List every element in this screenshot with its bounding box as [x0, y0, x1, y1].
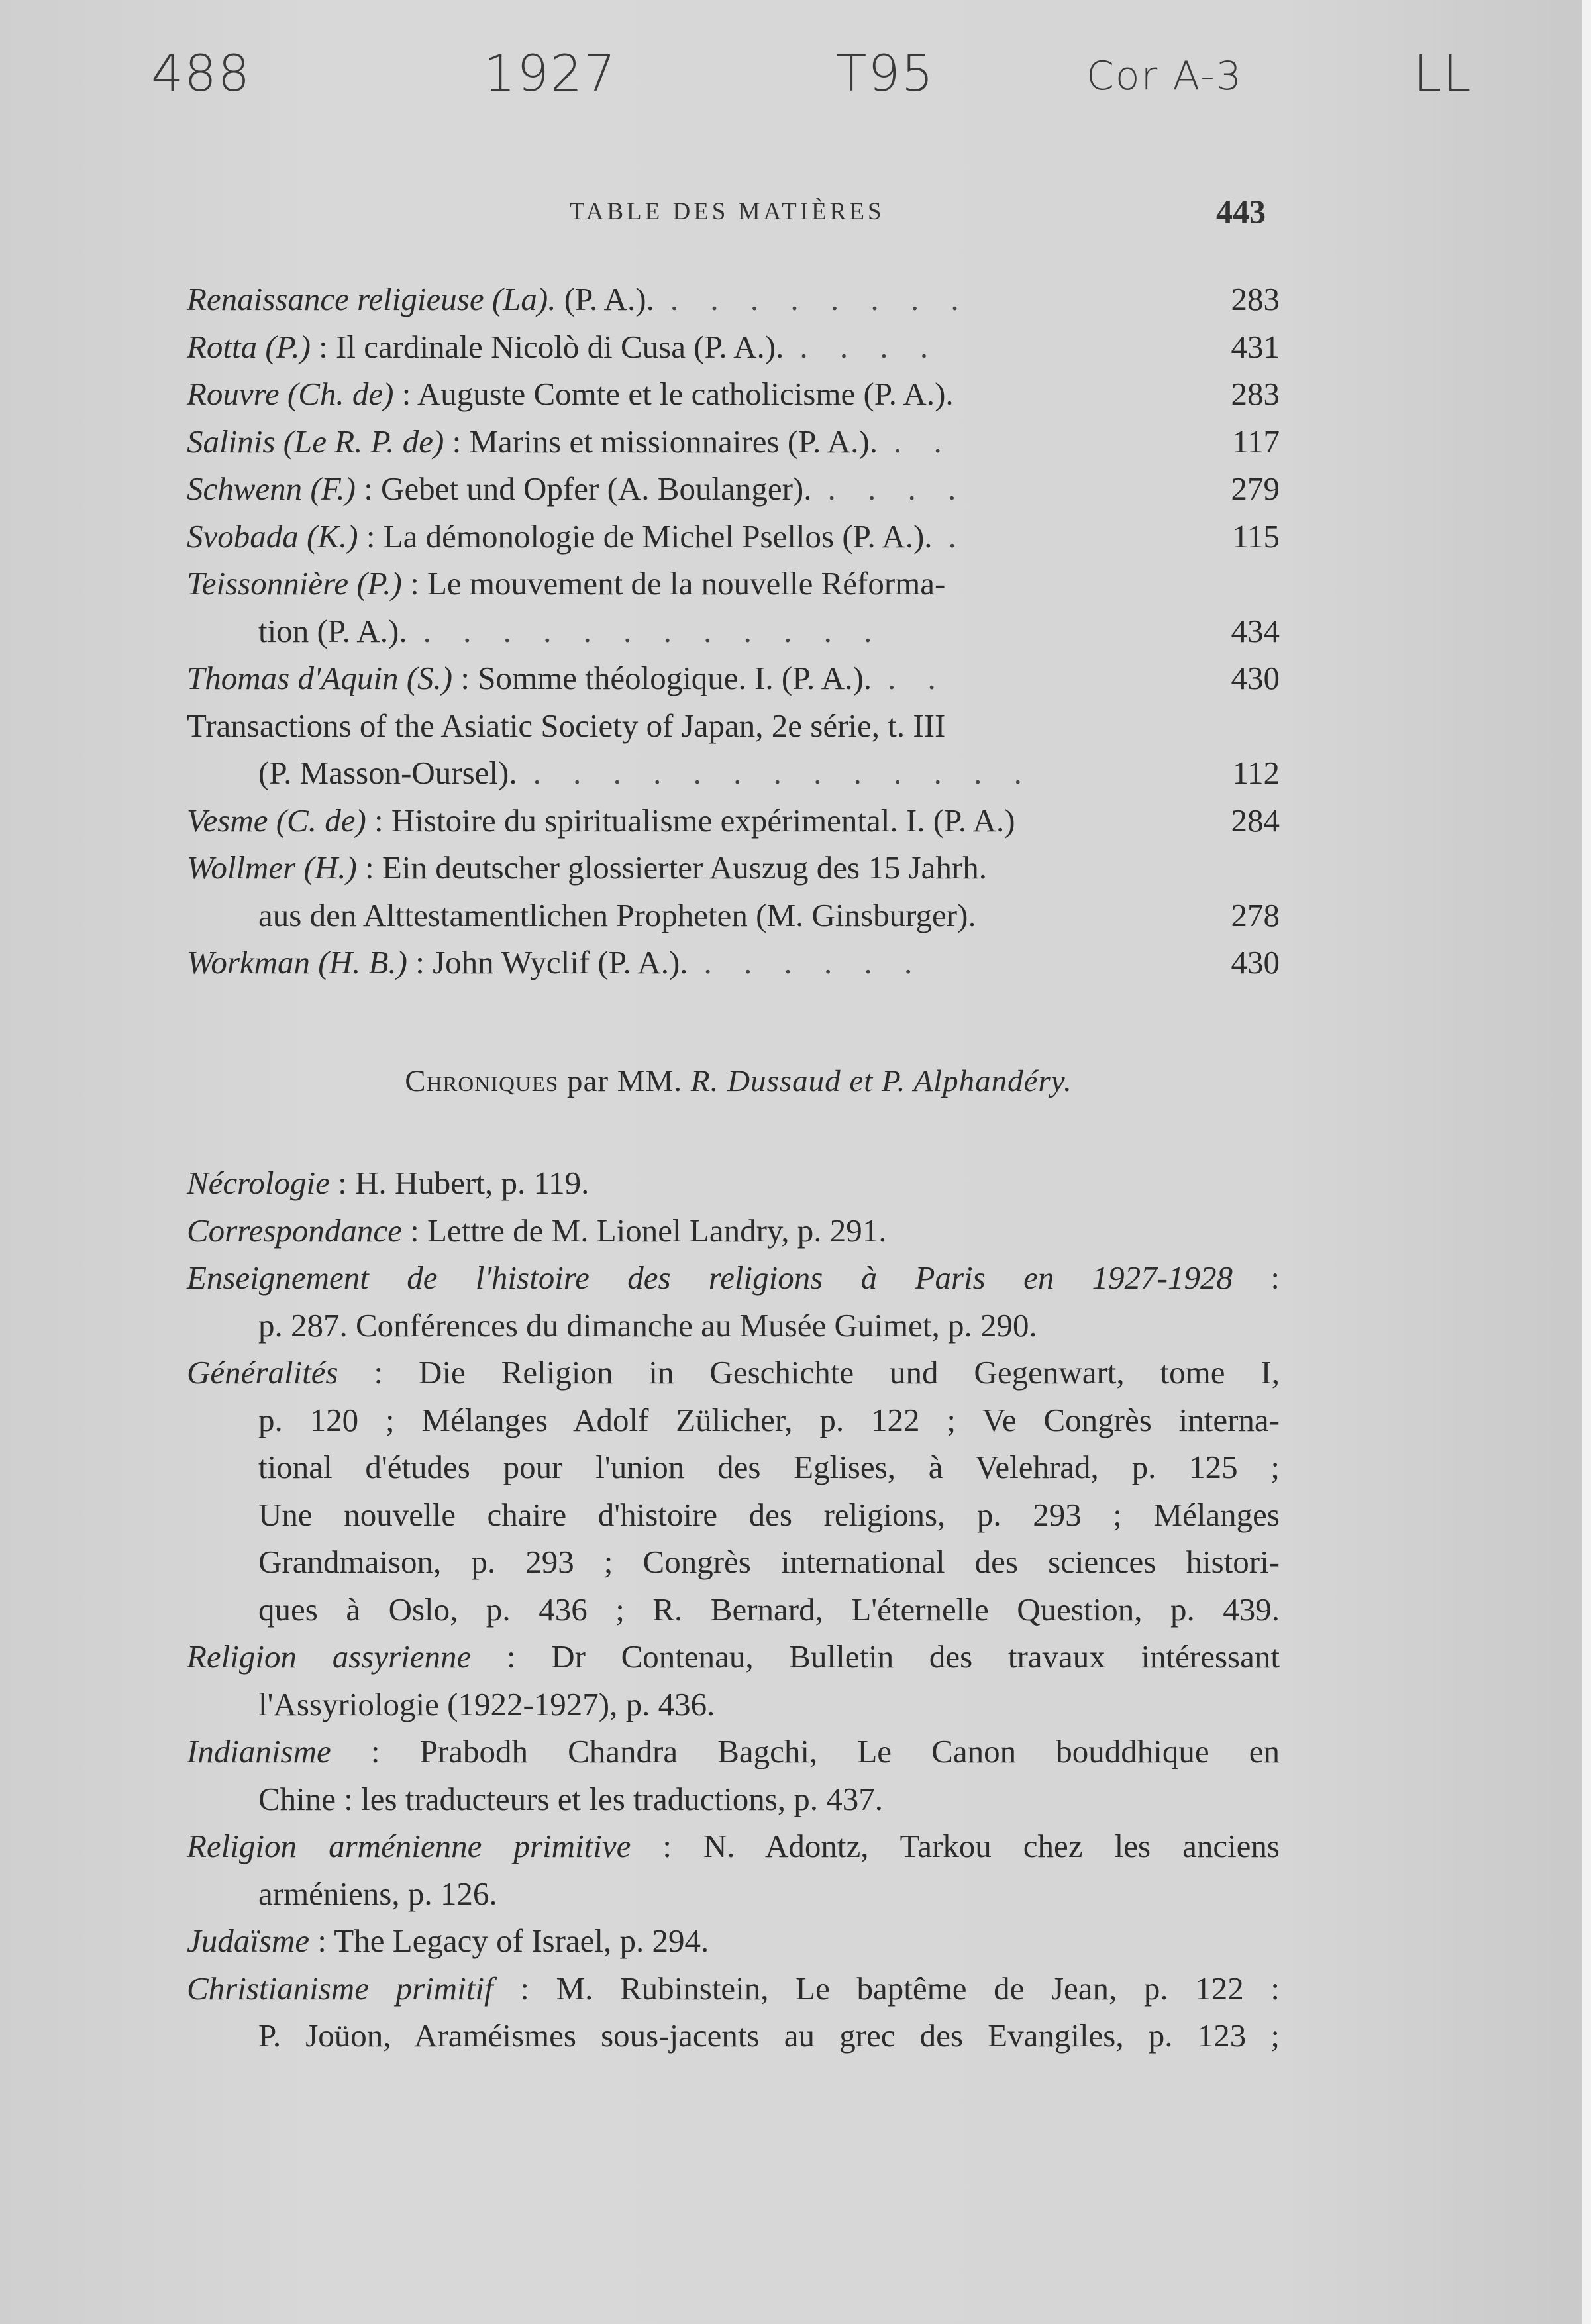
index-entry-page: 283	[1231, 281, 1280, 317]
chronicle-text: Chine : les traducteurs et les traductions, p. 437.	[258, 1780, 884, 1817]
index-entry-line	[187, 418, 1280, 466]
index-entry-author: Svobada (K.)	[187, 517, 358, 555]
chronicle-entry-line	[187, 1822, 1280, 1870]
index-entry-author: Rotta (P.)	[187, 328, 311, 365]
index-entry-page: 278	[1231, 896, 1280, 933]
index-entry-author: Renaissance religieuse (La).	[187, 281, 556, 317]
index-entry-leader-dots: .	[948, 517, 968, 555]
index-entry-line	[187, 797, 1280, 845]
chronicle-text: Une nouvelle chaire d'histoire des religions, p. 293 ; Mélanges	[258, 1496, 1280, 1533]
chronicle-text: : N. Adontz, Tarkou chez les anciens	[631, 1828, 1280, 1864]
index-entry-leader-dots: . . . .	[827, 470, 968, 507]
index-entry-author: Vesme (C. de)	[187, 802, 366, 839]
index-entry-line	[187, 276, 1280, 323]
index-entry-leader-dots: . . . . . . . . . . . .	[423, 612, 884, 649]
chronicle-category: Correspondance	[187, 1212, 402, 1249]
index-entry-continuation	[187, 892, 1280, 939]
chronicle-text: : Prabodh Chandra Bagchi, Le Canon bouddhique en	[331, 1733, 1280, 1769]
index-entry-line	[187, 370, 1280, 418]
page-edge	[1582, 0, 1591, 2324]
chronicle-category: Nécrologie	[187, 1165, 330, 1201]
index-entry	[187, 702, 1280, 797]
index-entry-line	[187, 844, 1280, 892]
chronicle-category: Généralités	[187, 1354, 338, 1391]
index-entry	[187, 370, 1280, 418]
chronicle-category: Indianisme	[187, 1733, 331, 1769]
index-entry-line	[187, 939, 1280, 986]
chronicle-continuation-line	[187, 1397, 1280, 1444]
index-entry-page: 279	[1231, 470, 1280, 507]
chronicle-text: p. 287. Conférences du dimanche au Musée Guimet, p. 290.	[258, 1306, 1037, 1344]
handwritten-note-3: T95	[836, 44, 935, 103]
chronicle-text: : Dr Contenau, Bulletin des travaux intéressant	[471, 1638, 1280, 1675]
chronicles-heading-by: par MM.	[558, 1064, 691, 1098]
chronicle-entry-line	[187, 1917, 1280, 1965]
chronicle-text: : Lettre de M. Lionel Landry, p. 291.	[401, 1212, 887, 1249]
index-entry-title: : Il cardinale Nicolò di Cusa (P. A.).	[310, 328, 784, 365]
chronicle-text: p. 120 ; Mélanges Adolf Zülicher, p. 122 ; Ve Congrès interna-	[258, 1401, 1280, 1438]
chronicle-entry-line	[187, 1633, 1280, 1681]
chronicle-text: arméniens, p. 126.	[258, 1875, 497, 1912]
index-entry-author: Thomas d'Aquin (S.)	[187, 660, 453, 696]
index-entry-page: 430	[1231, 660, 1280, 696]
chronicles-heading-authors: R. Dussaud et P. Alphandéry.	[690, 1064, 1072, 1098]
index-entry-leader-dots: . . . .	[799, 328, 941, 365]
chronicles-heading	[0, 1063, 1477, 1099]
index-entry-line	[187, 465, 1280, 513]
chronicle-continuation-line	[187, 2012, 1280, 2060]
chronicle-text: l'Assyriologie (1922-1927), p. 436.	[258, 1685, 715, 1722]
index-entry	[187, 465, 1280, 513]
handwritten-note-5: LL	[1413, 44, 1472, 103]
chronicle-continuation-line	[187, 1681, 1280, 1728]
chronicle-entry-line	[187, 1728, 1280, 1775]
index-entry-page: 115	[1232, 517, 1280, 555]
index-entry-author: Teissonnière (P.)	[187, 565, 402, 602]
index-entry-page: 283	[1231, 376, 1280, 412]
index-entry-title: : Ein deutscher glossierter Auszug des 15 Jahrh.	[356, 849, 987, 886]
chronicle-entry-line	[187, 1207, 1280, 1255]
index-entry	[187, 418, 1280, 466]
chronicle-entry-line	[187, 1965, 1280, 2013]
index-entry-continuation	[187, 607, 1280, 655]
index-entry-line	[187, 560, 1280, 607]
index-entry-title: : Gebet und Opfer (A. Boulanger).	[355, 470, 812, 507]
index-entry-line	[187, 655, 1280, 702]
chronicle-continuation-line	[187, 1538, 1280, 1586]
index-entry-title: : John Wyclif (P. A.).	[407, 944, 688, 980]
index-entry-author: Schwenn (F.)	[187, 470, 356, 507]
chronicle-text: ques à Oslo, p. 436 ; R. Bernard, L'éternelle Question, p. 439.	[258, 1591, 1280, 1628]
chronicles-heading-label: Chroniques	[405, 1064, 559, 1098]
chronicle-category: Religion arménienne primitive	[187, 1828, 631, 1864]
index-entry-title: : Le mouvement de la nouvelle Réforma-	[401, 565, 946, 602]
chronicle-text: : The Legacy of Israel, p. 294.	[309, 1923, 709, 1959]
index-entry-page: 430	[1231, 944, 1280, 980]
index-entry	[187, 323, 1280, 371]
index-entry-title: : Marins et missionnaires (P. A.).	[444, 423, 878, 460]
chronicles-list	[187, 1159, 1280, 2060]
index-entry-leader-dots: . . . . . . . . . . . . .	[533, 755, 1034, 791]
index-entry-leader-dots: . .	[894, 423, 954, 460]
page-number: 443	[1216, 193, 1266, 230]
index-entry	[187, 844, 1280, 939]
index-entry-page: 117	[1232, 423, 1280, 460]
chronicle-continuation-line	[187, 1444, 1280, 1491]
index-entry	[187, 797, 1280, 845]
index-entry	[187, 560, 1280, 655]
chronicle-text: : H. Hubert, p. 119.	[329, 1165, 590, 1201]
index-entry	[187, 513, 1280, 560]
chronicle-text: : M. Rubinstein, Le baptême de Jean, p. 122 :	[493, 1970, 1280, 2007]
index-entry-title: (P. A.).	[556, 281, 654, 317]
index-entry-continuation	[187, 749, 1280, 797]
index-entry-leader-dots: . . . . . .	[703, 944, 925, 980]
chronicle-category: Christianisme primitif	[187, 1970, 493, 2007]
handwritten-note-4: Cor A-3	[1086, 53, 1243, 99]
chronicle-text: P. Joüon, Araméismes sous-jacents au grec des Evangiles, p. 123 ;	[258, 2017, 1280, 2054]
chronicle-entry-line	[187, 1159, 1280, 1207]
handwritten-note-2: 1927	[484, 44, 617, 103]
index-entry-author: Salinis (Le R. P. de)	[187, 423, 444, 460]
index-entry-author: Wollmer (H.)	[187, 849, 357, 886]
chronicle-entry-line	[187, 1349, 1280, 1397]
index-entry-title: : Somme théologique. I. (P. A.).	[452, 660, 872, 696]
index-entry-author: Workman (H. B.)	[187, 944, 407, 980]
index-entry-title: : Histoire du spiritualisme expérimental. I. (P. A.)	[366, 802, 1015, 839]
index-entry	[187, 939, 1280, 986]
index-entry-continuation-text: tion (P. A.).	[258, 612, 407, 649]
index-list	[187, 276, 1280, 986]
index-entry-leader-dots: . .	[888, 660, 948, 696]
chronicle-continuation-line	[187, 1870, 1280, 1918]
index-entry-page: 431	[1231, 328, 1280, 365]
index-entry-line	[187, 513, 1280, 560]
index-entry-line	[187, 702, 1280, 750]
chronicle-category: Judaïsme	[187, 1923, 310, 1959]
index-entry-page: 434	[1231, 612, 1280, 649]
index-entry-title: : Auguste Comte et le catholicisme (P. A.).	[393, 376, 954, 412]
index-entry	[187, 655, 1280, 702]
chronicle-text: :	[1233, 1259, 1280, 1296]
chronicle-text: Grandmaison, p. 293 ; Congrès international des sciences histori-	[258, 1544, 1280, 1580]
index-entry	[187, 276, 1280, 323]
handwritten-note-1: 488	[151, 44, 252, 103]
index-entry-title: : La démonologie de Michel Psellos (P. A.).	[358, 517, 933, 555]
index-entry-page: 112	[1232, 755, 1280, 791]
index-entry-continuation-text: (P. Masson-Oursel).	[258, 755, 517, 791]
chronicle-continuation-line	[187, 1302, 1280, 1349]
chronicle-text: tional d'études pour l'union des Eglises, à Velehrad, p. 125 ;	[258, 1449, 1280, 1485]
index-entry-continuation-text: aus den Alttestamentlichen Propheten (M. Ginsburger).	[258, 896, 976, 933]
index-entry-line	[187, 323, 1280, 371]
index-entry-page: 284	[1231, 802, 1280, 839]
chronicle-category: Religion assyrienne	[187, 1638, 472, 1675]
page-header-title: TABLE DES MATIÈRES	[570, 198, 885, 225]
chronicle-text: : Die Religion in Geschichte und Gegenwart, tome I,	[338, 1354, 1280, 1391]
index-entry-title: Transactions of the Asiatic Society of Japan, 2e série, t. III	[187, 707, 946, 744]
index-entry-author: Rouvre (Ch. de)	[187, 376, 394, 412]
chronicle-continuation-line	[187, 1491, 1280, 1539]
chronicle-continuation-line	[187, 1775, 1280, 1823]
chronicle-entry-line	[187, 1254, 1280, 1302]
chronicle-continuation-line	[187, 1586, 1280, 1634]
chronicle-category: Enseignement de l'histoire des religions à Paris en 1927-1928	[187, 1259, 1233, 1296]
index-entry-leader-dots: . . . . . . . .	[670, 281, 971, 317]
